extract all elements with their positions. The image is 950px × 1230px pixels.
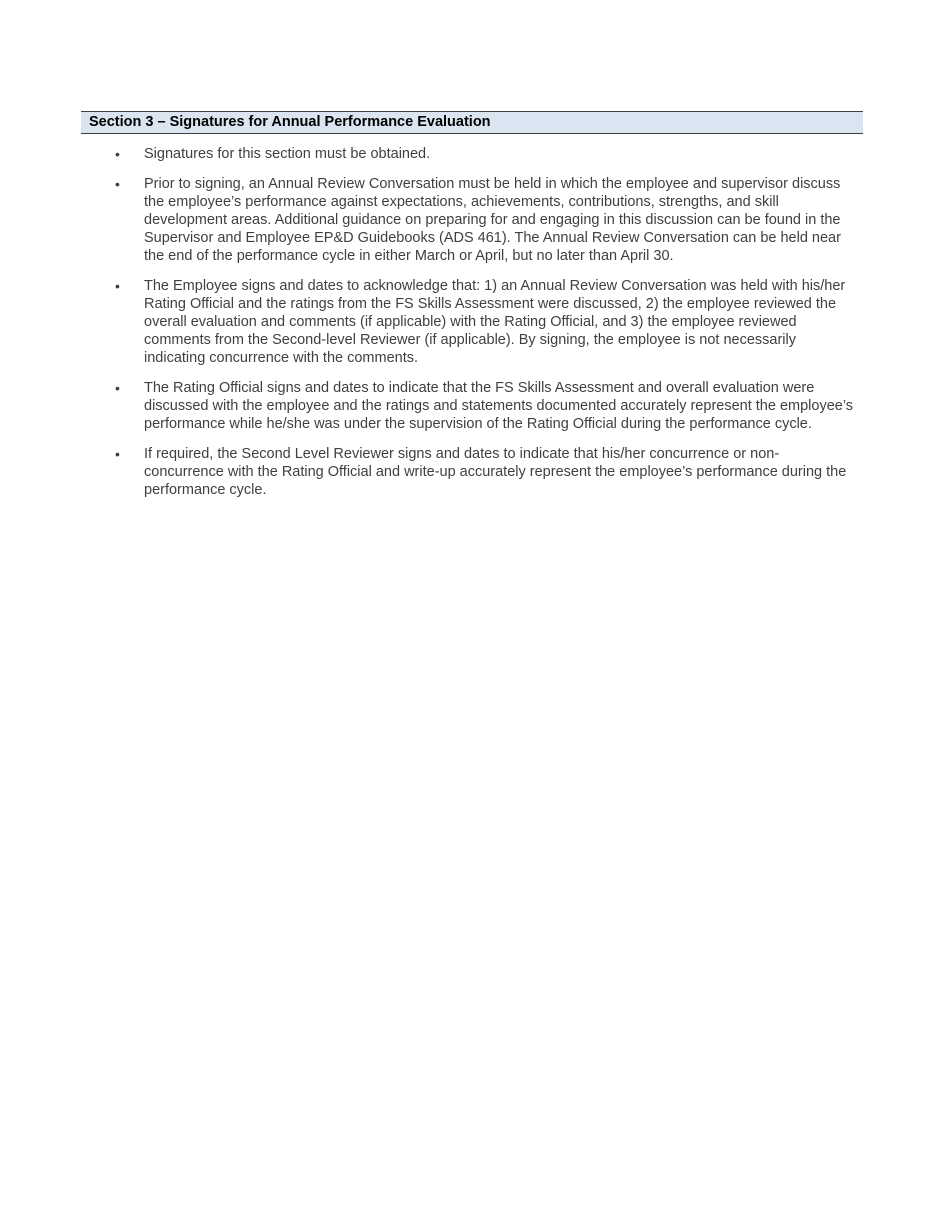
bullet-icon: • — [115, 446, 120, 462]
list-item — [113, 145, 858, 163]
bullet-icon: • — [115, 146, 120, 162]
instructions-list — [113, 145, 858, 511]
list-item-text: If required, the Second Level Reviewer signs and dates to indicate that his/her concurrence or non-concurrence with the Rating Official and write-up accurately represent the employee’s performance during the performance cycle. — [144, 446, 847, 498]
list-item-text: Prior to signing, an Annual Review Conversation must be held in which the employee and supervisor discuss the employee’s performance against expectations, achievements, contributions, strengths, and skill development areas. Additional guidance on preparing for and engaging in this discussion can be found in the Supervisor and Employee EP&D Guidebooks (ADS 461). The Annual Review Conversation can be held near the end of the performance cycle in either March or April, but no later than April 30. — [144, 176, 841, 264]
list-item — [113, 277, 858, 367]
list-item — [113, 379, 858, 433]
bullet-icon: • — [115, 380, 120, 396]
section-3-header: Section 3 – Signatures for Annual Performance Evaluation — [81, 111, 863, 134]
list-item — [113, 175, 858, 265]
bullet-icon: • — [115, 176, 120, 192]
list-item-text: The Employee signs and dates to acknowledge that: 1) an Annual Review Conversation was held with his/her Rating Official and the ratings from the FS Skills Assessment were discussed, 2) the employee reviewed the overall evaluation and comments (if applicable) with the Rating Official, and 3) the employee reviewed comments from the Second-level Reviewer (if applicable). By signing, the employee is not necessarily indicating concurrence with the comments. — [144, 278, 846, 366]
list-item-text: The Rating Official signs and dates to indicate that the FS Skills Assessment and overall evaluation were discussed with the employee and the ratings and statements documented accurately represent the employee’s performance while he/she was under the supervision of the Rating Official during the performance cycle. — [144, 380, 854, 432]
list-item-text: Signatures for this section must be obtained. — [144, 146, 431, 162]
bullet-icon: • — [115, 278, 120, 294]
list-item — [113, 445, 858, 499]
